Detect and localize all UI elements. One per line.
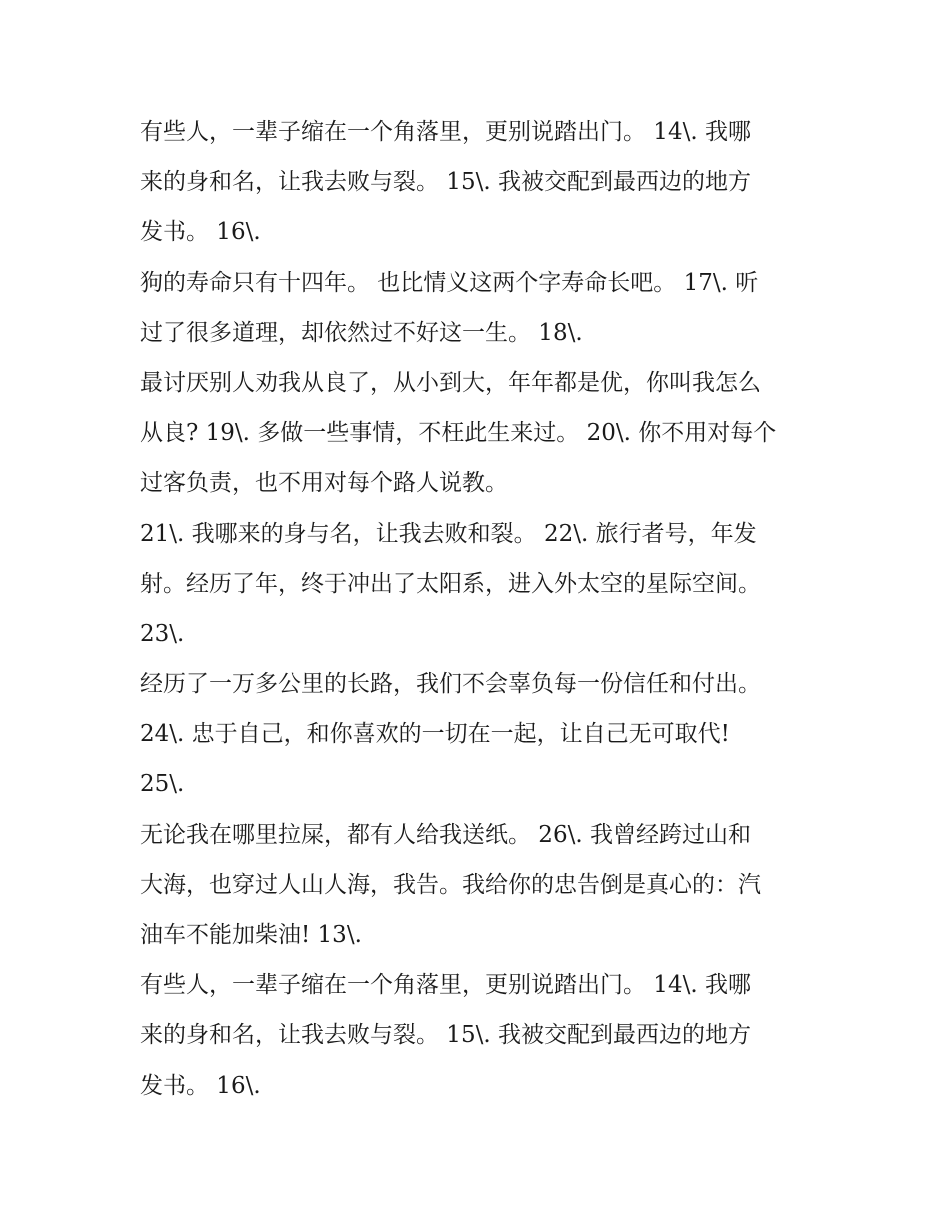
- text-line-15: 无论我在哪里拉屎，都有人给我送纸。 26\. 我曾经跨过山和: [140, 821, 751, 848]
- body-text: [140, 107, 830, 1111]
- text-line-18: 有些人，一辈子缩在一个角落里，更别说踏出门。 14\. 我哪: [140, 972, 751, 999]
- text-line-7: 从良? 19\. 多做一些事情，不枉此生来过。 20\. 你不用对每个: [140, 420, 777, 447]
- text-line-6: 最讨厌别人劝我从良了，从小到大，年年都是优，你叫我怎么: [140, 369, 761, 396]
- text-line-17: 油车不能加柴油! 13\.: [140, 922, 362, 948]
- text-line-1: 有些人，一辈子缩在一个角落里，更别说踏出门。 14\. 我哪: [140, 119, 751, 145]
- text-line-16: 大海，也穿过人山人海，我告。我给你的忠告倒是真心的：汽: [140, 871, 761, 898]
- text-line-20: 发书。 16\.: [140, 1072, 261, 1099]
- text-line-8: 过客负责，也不用对每个路人说教。: [140, 470, 508, 497]
- text-line-13: 24\. 忠于自己，和你喜欢的一切在一起，让自己无可取代!: [140, 721, 730, 748]
- text-line-10: 射。经历了年，终于冲出了太阳系，进入外太空的星际空间。: [140, 570, 761, 597]
- text-line-3: 发书。 16\.: [140, 219, 261, 246]
- text-line-9: 21\. 我哪来的身与名，让我去败和裂。 22\. 旅行者号，年发: [140, 520, 757, 547]
- text-line-12: 经历了一万多公里的长路，我们不会辜负每一份信任和付出。: [140, 671, 761, 698]
- text-line-4: 狗的寿命只有十四年。 也比情义这两个字寿命长吧。 17\. 听: [140, 269, 759, 296]
- text-line-11: 23\.: [140, 620, 185, 647]
- text-line-14: 25\.: [140, 771, 185, 798]
- text-line-5: 过了很多道理，却依然过不好这一生。 18\.: [140, 319, 583, 346]
- text-line-2: 来的身和名，让我去败与裂。 15\. 我被交配到最西边的地方: [140, 169, 751, 196]
- text-line-19: 来的身和名，让我去败与裂。 15\. 我被交配到最西边的地方: [140, 1022, 751, 1049]
